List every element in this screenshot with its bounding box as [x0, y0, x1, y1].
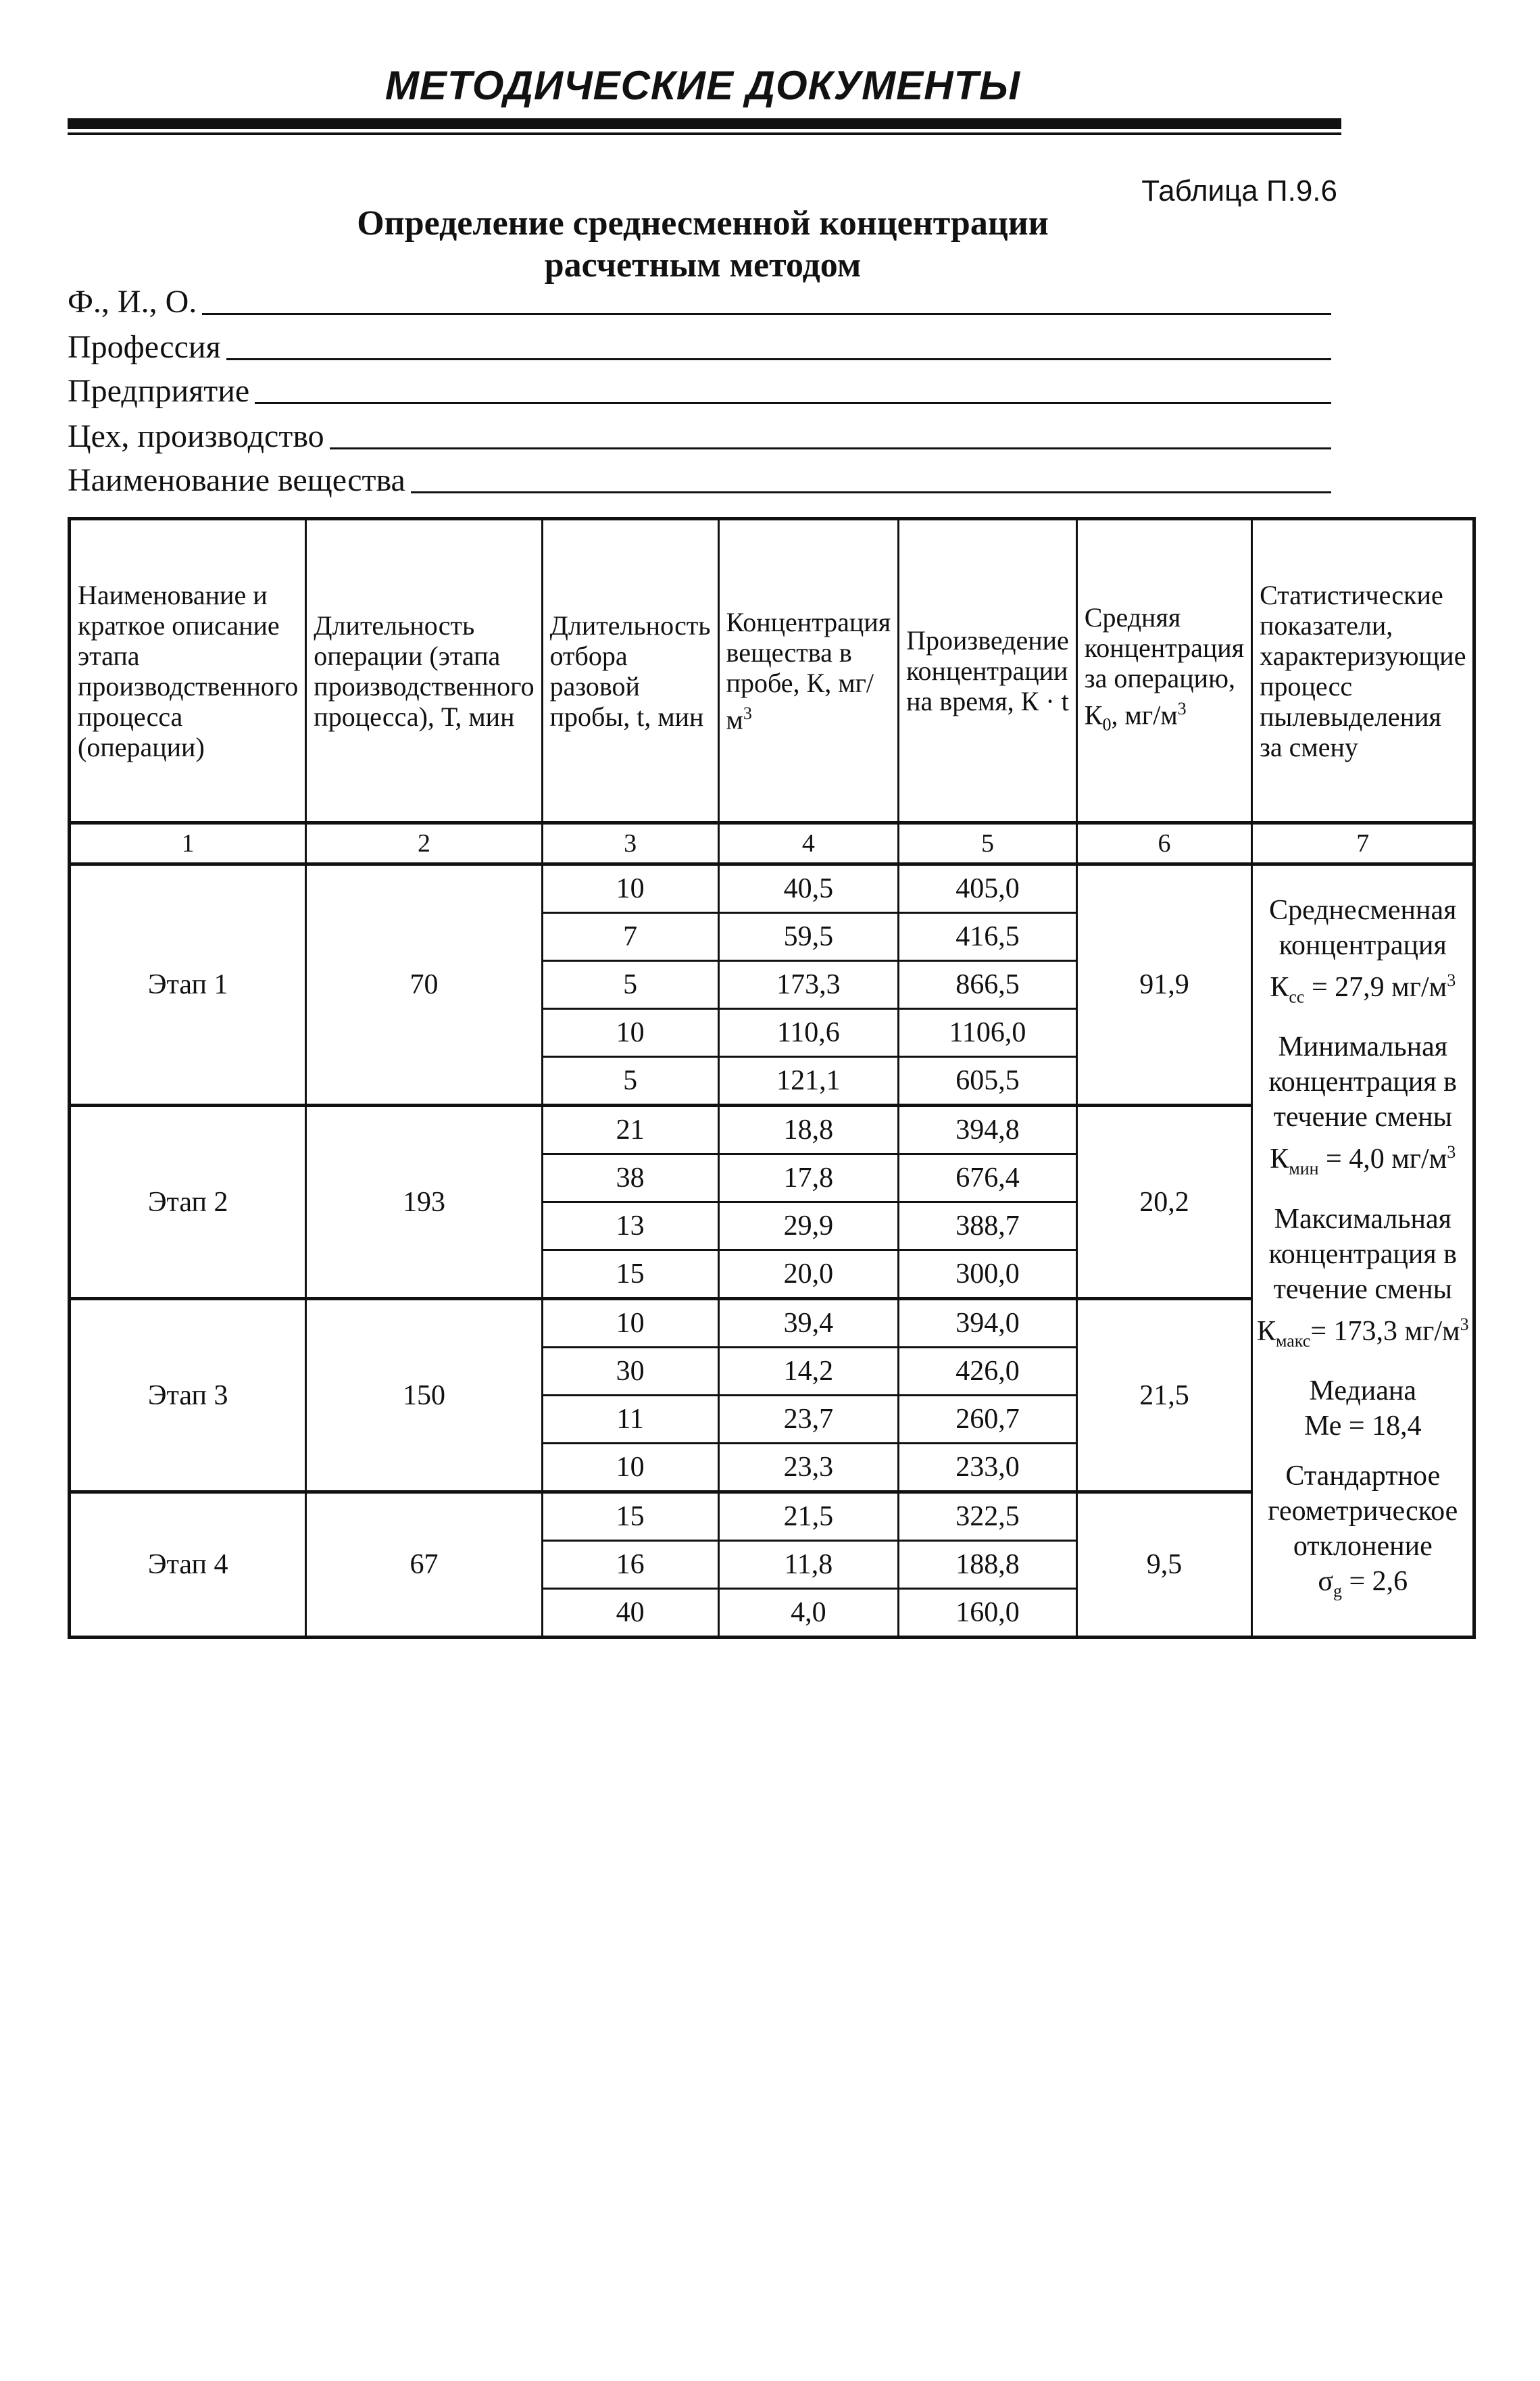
- form-field-line[interactable]: [411, 491, 1331, 493]
- sample-product: 160,0: [899, 1589, 1077, 1638]
- sample-concentration: 110,6: [718, 1009, 899, 1057]
- stat-val: = 173,3 мг/м: [1310, 1315, 1460, 1347]
- sample-product: 233,0: [899, 1444, 1077, 1492]
- form-field-profession[interactable]: [68, 328, 1331, 366]
- sample-duration: 15: [542, 1492, 718, 1541]
- stat-minimum-label-1: Минимальная: [1278, 1031, 1448, 1063]
- header-average-text: Средняя концентрация за операцию, К: [1084, 602, 1245, 731]
- header-average-concentration: [1076, 519, 1251, 823]
- stage-duration: 67: [306, 1492, 542, 1638]
- sample-product: 866,5: [899, 961, 1077, 1009]
- stat-sup: 3: [1460, 1314, 1469, 1334]
- stat-average-label-1: Среднесменная: [1269, 894, 1457, 926]
- stat-maximum: [1253, 1202, 1472, 1358]
- sample-concentration: 39,4: [718, 1299, 899, 1348]
- stat-maximum-label-3: течение смены: [1273, 1273, 1452, 1305]
- table-number: Таблица П.9.6: [1141, 174, 1337, 207]
- sample-product: 605,5: [899, 1057, 1077, 1106]
- sample-duration: 5: [542, 1057, 718, 1106]
- stage-average: 21,5: [1076, 1299, 1251, 1492]
- stat-sup: 3: [1447, 970, 1456, 990]
- stat-gsd-label-2: геометрическое: [1268, 1495, 1458, 1527]
- sample-product: 676,4: [899, 1154, 1077, 1202]
- header-product: Произведение концентрации на время, К · t: [899, 519, 1077, 823]
- statistics-cell: [1252, 864, 1474, 1638]
- column-number: 4: [718, 823, 899, 864]
- sample-duration: 10: [542, 1009, 718, 1057]
- stat-average-value: [1253, 963, 1472, 1014]
- sample-concentration: 59,5: [718, 913, 899, 961]
- sample-concentration: 14,2: [718, 1348, 899, 1396]
- sample-concentration: 29,9: [718, 1202, 899, 1250]
- sample-product: 426,0: [899, 1348, 1077, 1396]
- sample-duration: 10: [542, 864, 718, 913]
- sample-duration: 10: [542, 1299, 718, 1348]
- header-average-sub: 0: [1102, 714, 1112, 735]
- column-number: 3: [542, 823, 718, 864]
- column-number: 2: [306, 823, 542, 864]
- sample-product: 388,7: [899, 1202, 1077, 1250]
- form-field-line[interactable]: [255, 401, 1331, 404]
- sample-duration: 30: [542, 1348, 718, 1396]
- stat-minimum-label-2: концентрация в: [1268, 1066, 1457, 1098]
- sample-duration: 16: [542, 1541, 718, 1589]
- sample-product: 394,8: [899, 1106, 1077, 1154]
- stat-sup: 3: [1447, 1142, 1456, 1162]
- form-field-label: Цех, производство: [68, 418, 324, 454]
- stat-minimum-label-3: течение смены: [1273, 1102, 1452, 1133]
- table-header-row: [70, 519, 1474, 823]
- stat-average-label-2: концентрация: [1278, 929, 1447, 961]
- sample-concentration: 23,3: [718, 1444, 899, 1492]
- sample-duration: 38: [542, 1154, 718, 1202]
- form-field-line[interactable]: [330, 447, 1331, 449]
- sample-duration: 10: [542, 1444, 718, 1492]
- stat-val: = 27,9 мг/м: [1304, 971, 1447, 1003]
- header-concentration: [718, 519, 899, 823]
- header-sample-duration: Длительность отбора разовой пробы, t, мин: [542, 519, 718, 823]
- sample-duration: 13: [542, 1202, 718, 1250]
- sample-duration: 7: [542, 913, 718, 961]
- stat-gsd-label-3: отклонение: [1293, 1530, 1433, 1562]
- stat-minimum: [1253, 1029, 1472, 1186]
- form-field-label: Профессия: [68, 329, 221, 365]
- document-title-line-2: расчетным методом: [544, 246, 862, 285]
- stat-average: [1253, 893, 1472, 1014]
- stage-average: 91,9: [1076, 864, 1251, 1106]
- column-number: 1: [70, 823, 306, 864]
- sample-product: 322,5: [899, 1492, 1077, 1541]
- sample-duration: 40: [542, 1589, 718, 1638]
- sample-product: 188,8: [899, 1541, 1077, 1589]
- stat-sym: К: [1270, 971, 1289, 1003]
- form-field-workshop[interactable]: [68, 417, 1331, 455]
- stat-gsd-value: [1253, 1564, 1472, 1609]
- sample-concentration: 23,7: [718, 1396, 899, 1444]
- stat-median: [1253, 1373, 1472, 1444]
- stage-average: 20,2: [1076, 1106, 1251, 1299]
- sample-concentration: 4,0: [718, 1589, 899, 1638]
- stat-median-value: Ме = 18,4: [1303, 1410, 1422, 1442]
- stat-gsd: [1253, 1458, 1472, 1609]
- document-title-line-1: Определение среднесменной концентрации: [357, 204, 1049, 243]
- stat-sym: К: [1270, 1144, 1289, 1175]
- sample-duration: 11: [542, 1396, 718, 1444]
- sample-concentration: 20,0: [718, 1250, 899, 1299]
- sample-product: 300,0: [899, 1250, 1077, 1299]
- sample-product: 416,5: [899, 913, 1077, 961]
- stat-minimum-value: [1253, 1135, 1472, 1186]
- header-concentration-text: Концентрация вещества в пробе, К, мг/м: [726, 606, 891, 735]
- sample-concentration: 121,1: [718, 1057, 899, 1106]
- stat-val: = 4,0 мг/м: [1318, 1144, 1447, 1175]
- form-field-label: Ф., И., О.: [68, 284, 197, 320]
- header-average-unit: , мг/м: [1111, 699, 1178, 731]
- form-field-line[interactable]: [226, 358, 1331, 360]
- document-title: [68, 203, 1338, 287]
- stage-name: Этап 1: [70, 864, 306, 1106]
- stat-median-label: Медиана: [1309, 1375, 1417, 1406]
- form-field-label: Наименование вещества: [68, 462, 405, 498]
- stat-maximum-label-2: концентрация в: [1268, 1238, 1457, 1270]
- form-field-line[interactable]: [202, 312, 1331, 315]
- column-number: 7: [1252, 823, 1474, 864]
- column-number-row: [70, 823, 1474, 864]
- sample-duration: 21: [542, 1106, 718, 1154]
- stat-maximum-label-1: Максимальная: [1274, 1203, 1451, 1235]
- header-statistics: Статистические показатели, характеризующие процесс пылевыделения за смену: [1252, 519, 1474, 823]
- stat-sub: сс: [1289, 987, 1305, 1007]
- stat-sub: мин: [1289, 1158, 1319, 1179]
- stat-sub: g: [1333, 1581, 1342, 1601]
- stage-name: Этап 3: [70, 1299, 306, 1492]
- column-number: 5: [899, 823, 1077, 864]
- sample-product: 394,0: [899, 1299, 1077, 1348]
- header-concentration-sup: 3: [743, 703, 752, 723]
- stat-sym: σ: [1318, 1565, 1333, 1597]
- stage-average: 9,5: [1076, 1492, 1251, 1638]
- header-rule: [68, 118, 1341, 129]
- header-stage-name: Наименование и краткое описание этапа производственного процесса (операции): [70, 519, 306, 823]
- stat-maximum-value: [1253, 1307, 1472, 1358]
- form-field-label: Предприятие: [68, 373, 250, 409]
- stage-name: Этап 4: [70, 1492, 306, 1638]
- column-number: 6: [1076, 823, 1251, 864]
- stage-duration: 70: [306, 864, 542, 1106]
- stat-sym: К: [1256, 1315, 1276, 1347]
- form-field-fio[interactable]: [68, 283, 1331, 320]
- stage-duration: 150: [306, 1299, 542, 1492]
- header-rule-thin: [68, 132, 1341, 135]
- header-operation-duration: Длительность операции (этапа производственного процесса), Т, мин: [306, 519, 542, 823]
- stage-name: Этап 2: [70, 1106, 306, 1299]
- form-field-substance[interactable]: [68, 461, 1331, 499]
- form-field-enterprise[interactable]: [68, 372, 1331, 410]
- table-row: [70, 864, 1474, 913]
- concentration-table: [68, 517, 1476, 1639]
- sample-concentration: 21,5: [718, 1492, 899, 1541]
- sample-duration: 15: [542, 1250, 718, 1299]
- sample-product: 260,7: [899, 1396, 1077, 1444]
- stat-val: = 2,6: [1342, 1565, 1408, 1597]
- stat-sub: макс: [1275, 1330, 1311, 1350]
- header-average-sup: 3: [1177, 698, 1187, 718]
- sample-product: 1106,0: [899, 1009, 1077, 1057]
- sample-concentration: 40,5: [718, 864, 899, 913]
- sample-duration: 5: [542, 961, 718, 1009]
- stage-duration: 193: [306, 1106, 542, 1299]
- sample-concentration: 18,8: [718, 1106, 899, 1154]
- sample-concentration: 17,8: [718, 1154, 899, 1202]
- sample-product: 405,0: [899, 864, 1077, 913]
- sample-concentration: 173,3: [718, 961, 899, 1009]
- sample-concentration: 11,8: [718, 1541, 899, 1589]
- page-header-title: МЕТОДИЧЕСКИЕ ДОКУМЕНТЫ: [384, 63, 1021, 108]
- stat-gsd-label-1: Стандартное: [1285, 1460, 1441, 1492]
